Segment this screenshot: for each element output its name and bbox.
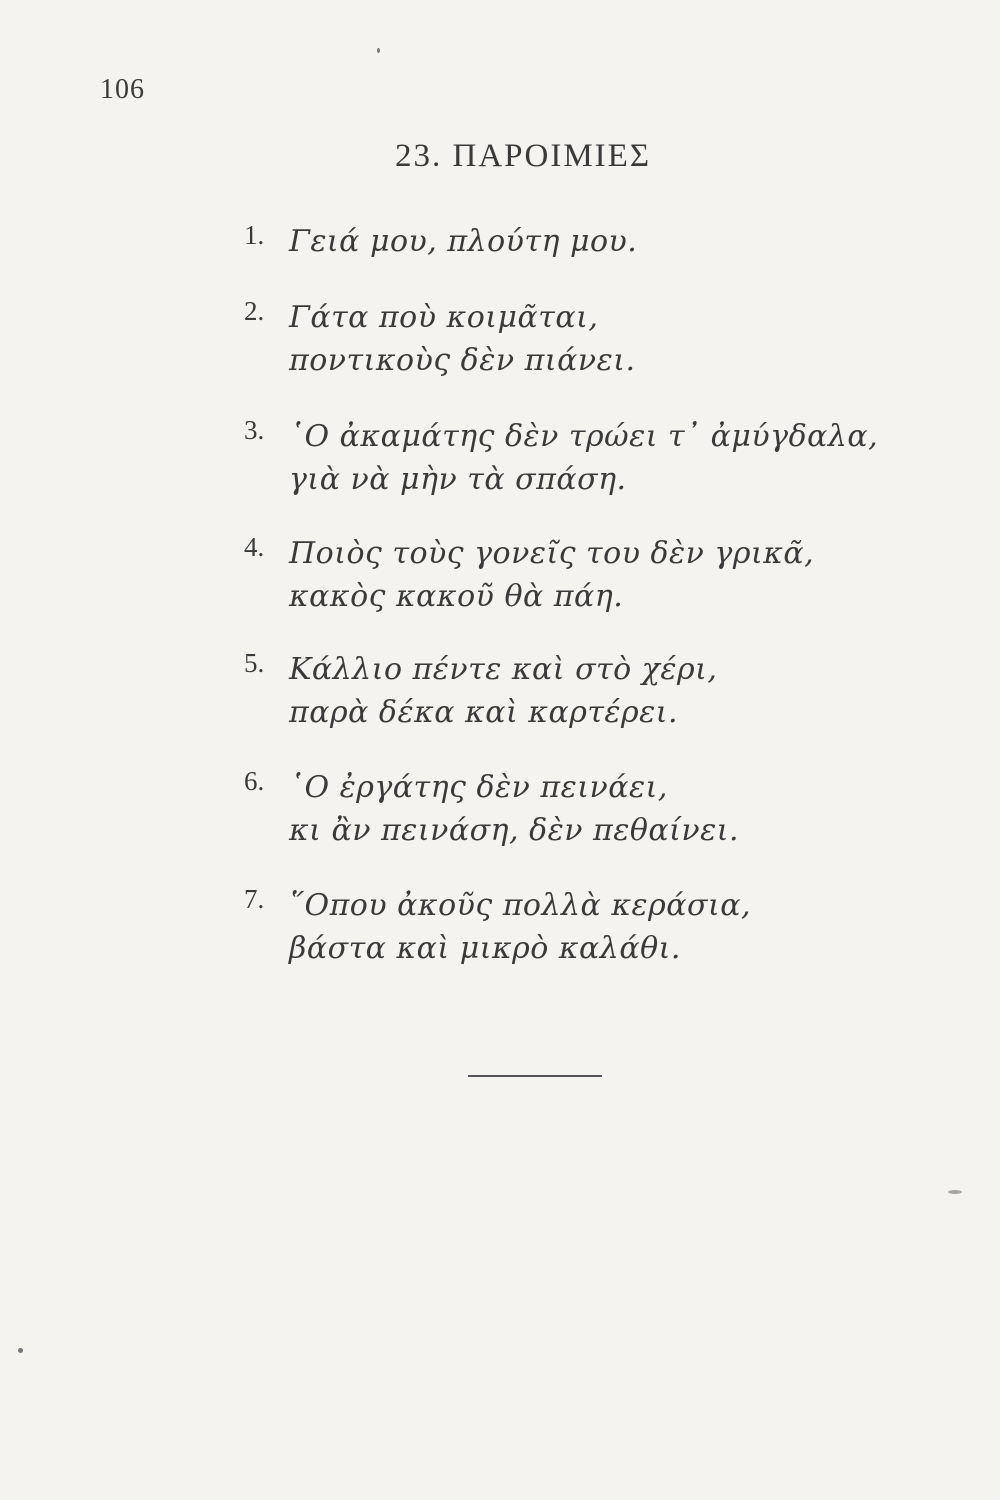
proverb-item	[244, 296, 884, 382]
proverb-line: παρὰ δέκα καὶ καρτέρει.	[289, 695, 679, 730]
proverb-line: Γειά μου, πλούτη μου.	[289, 224, 638, 259]
proverb-number: 5.	[244, 648, 265, 678]
proverb-number: 1.	[244, 220, 265, 250]
proverb-number: 7.	[244, 884, 265, 914]
paper-speck	[948, 1190, 962, 1194]
proverb-line: βάστα καὶ μικρὸ καλάθι.	[289, 931, 681, 966]
proverb-item	[244, 648, 884, 734]
proverb-line: Ποιὸς τοὺς γονεῖς του δὲν γρικᾶ,	[289, 536, 815, 571]
proverb-line: Γάτα ποὺ κοιμᾶται,	[289, 300, 599, 335]
proverb-item	[244, 220, 884, 263]
paper-speck	[18, 1348, 23, 1353]
proverb-line: ποντικοὺς δὲν πιάνει.	[289, 343, 636, 378]
proverb-number: 4.	[244, 532, 265, 562]
proverb-number: 3.	[244, 415, 265, 445]
proverb-item	[244, 532, 884, 618]
section-title: 23. ΠΑΡΟΙΜΙΕΣ	[395, 138, 652, 174]
proverb-item	[244, 884, 884, 970]
proverb-number: 2.	[244, 296, 265, 326]
paper-speck	[377, 48, 380, 53]
proverb-line: γιὰ νὰ μὴν τὰ σπάση.	[289, 462, 627, 497]
proverb-line: Κάλλιο πέντε καὶ στὸ χέρι,	[289, 652, 718, 687]
proverb-item	[244, 415, 884, 501]
proverb-number: 6.	[244, 766, 265, 796]
proverb-line: ῞Οπου ἀκοῦς πολλὰ κεράσια,	[289, 888, 752, 923]
proverb-line: κακὸς κακοῦ θὰ πάη.	[289, 579, 624, 614]
section-end-rule	[468, 1075, 602, 1077]
proverb-line: κι ἂν πεινάση, δὲν πεθαίνει.	[289, 813, 740, 848]
proverb-item	[244, 766, 884, 852]
proverb-line: ῾Ο ἀκαμάτης δὲν τρώει τ᾿ ἀμύγδαλα,	[289, 419, 879, 454]
page-number: 106	[100, 74, 145, 105]
proverb-line: ῾Ο ἐργάτης δὲν πεινάει,	[289, 770, 668, 805]
